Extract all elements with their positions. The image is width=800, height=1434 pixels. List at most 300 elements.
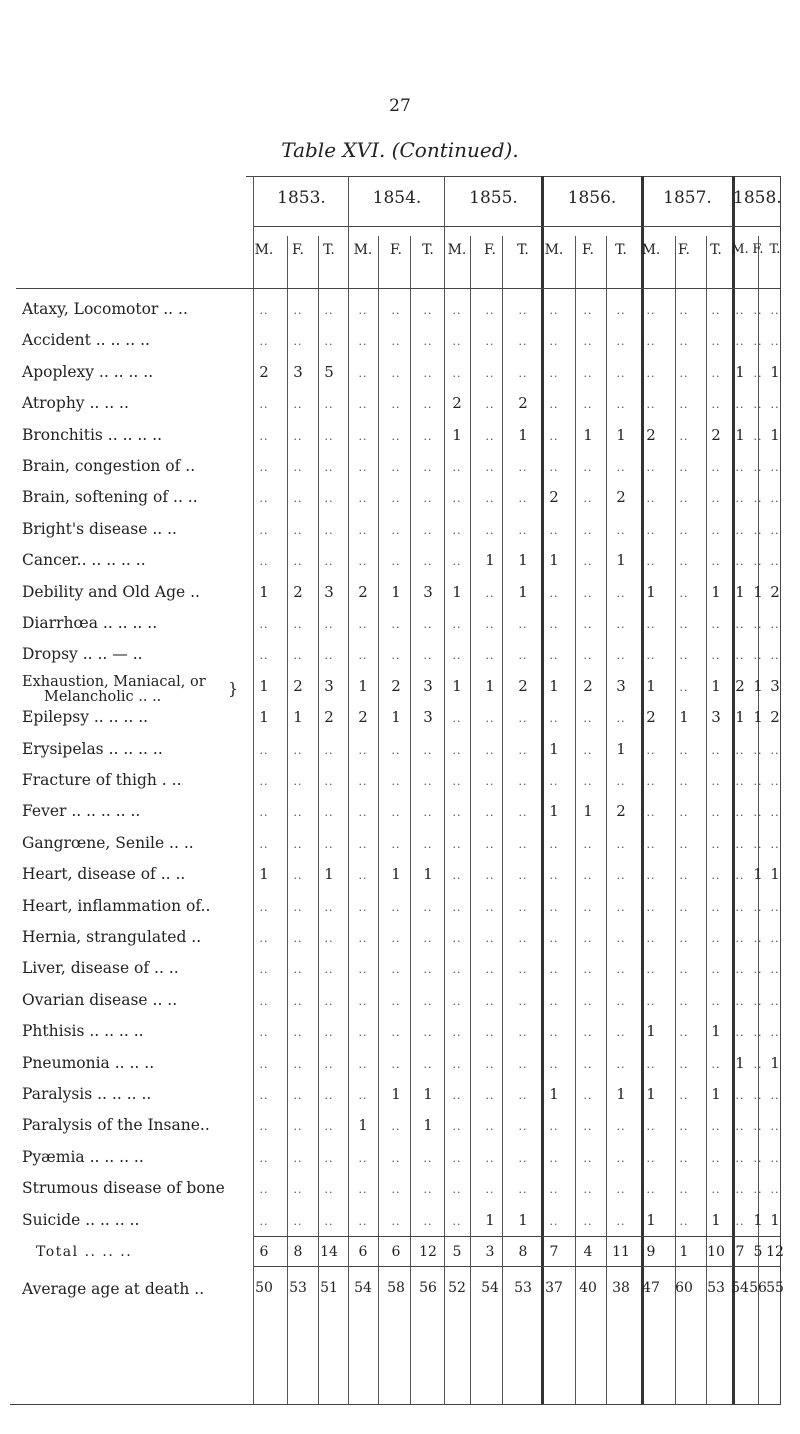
empty-cell: .. (679, 963, 689, 977)
empty-cell: .. (646, 398, 656, 412)
row-label: Atrophy .. .. .. (22, 394, 129, 413)
empty-cell: .. (452, 775, 462, 788)
empty-cell: .. (358, 743, 368, 757)
empty-cell: .. (735, 1214, 745, 1228)
data-cell: 1 (423, 1116, 433, 1135)
average-cell: 56 (419, 1280, 437, 1296)
empty-cell: .. (711, 837, 721, 851)
empty-cell: .. (549, 963, 559, 977)
data-cell: 1 (391, 708, 401, 727)
empty-cell: .. (646, 775, 656, 788)
empty-cell: .. (518, 335, 528, 349)
data-cell: 2 (293, 582, 303, 601)
empty-cell: .. (358, 366, 368, 380)
data-cell: 1 (293, 708, 303, 727)
empty-cell: .. (735, 932, 745, 945)
empty-cell: .. (646, 900, 656, 914)
empty-cell: .. (583, 398, 593, 412)
empty-cell: .. (293, 649, 303, 663)
data-cell: 1 (770, 425, 780, 444)
empty-cell: .. (324, 775, 334, 788)
data-cell: 1 (518, 1210, 528, 1229)
empty-cell: .. (293, 398, 303, 412)
empty-cell: .. (735, 461, 745, 474)
data-cell: 1 (770, 362, 780, 381)
data-cell: 1 (259, 582, 269, 601)
total-label: Total .. .. .. (36, 1244, 133, 1260)
year-header: 1856. (567, 188, 617, 208)
empty-cell: .. (646, 1057, 656, 1071)
row-label: Ataxy, Locomotor .. .. (22, 300, 188, 318)
empty-cell: .. (583, 932, 593, 945)
empty-cell: .. (423, 555, 433, 569)
empty-cell: .. (753, 461, 763, 474)
empty-cell: .. (711, 618, 721, 631)
empty-cell: .. (391, 523, 401, 537)
row-brace: } (228, 678, 239, 698)
empty-cell: .. (358, 837, 368, 851)
data-cell: 1 (358, 1116, 368, 1135)
total-cell: 6 (358, 1244, 368, 1260)
row-label: Paralysis of the Insane.. (22, 1116, 210, 1135)
data-cell: 3 (423, 676, 433, 695)
empty-cell: .. (324, 461, 334, 474)
empty-cell: .. (583, 900, 593, 914)
average-cell: 54 (481, 1280, 499, 1296)
empty-cell: .. (518, 492, 528, 506)
empty-cell: .. (391, 429, 401, 443)
empty-cell: .. (770, 618, 780, 631)
empty-cell: .. (485, 932, 495, 945)
empty-cell: .. (485, 649, 495, 663)
empty-cell: .. (735, 775, 745, 788)
empty-cell: .. (293, 1120, 303, 1134)
subheader-rule (16, 288, 780, 289)
empty-cell: .. (616, 461, 626, 474)
data-cell: 1 (583, 425, 593, 444)
empty-cell: .. (293, 461, 303, 474)
row-label: Ovarian disease .. .. (22, 990, 178, 1009)
data-cell: 1 (518, 582, 528, 601)
empty-cell: .. (324, 492, 334, 506)
data-cell: 2 (616, 802, 626, 821)
data-cell: 1 (485, 1210, 495, 1229)
data-cell: 2 (518, 394, 528, 413)
empty-cell: .. (646, 618, 656, 631)
row-label: Apoplexy .. .. .. .. (22, 362, 154, 381)
empty-cell: .. (423, 837, 433, 851)
empty-cell: .. (324, 1214, 334, 1228)
empty-cell: .. (259, 335, 269, 349)
empty-cell: .. (358, 994, 368, 1008)
empty-cell: .. (259, 1183, 269, 1197)
empty-cell: .. (549, 775, 559, 788)
data-cell: 2 (549, 488, 559, 507)
empty-cell: .. (770, 932, 780, 945)
empty-cell: .. (358, 1183, 368, 1197)
row-label: Diarrhœa .. .. .. .. (22, 614, 158, 632)
empty-cell: .. (452, 1057, 462, 1071)
data-cell: 1 (452, 676, 462, 695)
empty-cell: .. (646, 837, 656, 851)
empty-cell: .. (259, 618, 269, 631)
empty-cell: .. (753, 523, 763, 537)
empty-cell: .. (711, 1057, 721, 1071)
empty-cell: .. (646, 555, 656, 569)
row-label: Brain, congestion of .. (22, 457, 196, 475)
empty-cell: .. (646, 492, 656, 506)
empty-cell: .. (679, 1214, 689, 1228)
empty-cell: .. (358, 649, 368, 663)
empty-cell: .. (735, 304, 745, 317)
data-cell: 5 (324, 362, 334, 381)
empty-cell: .. (423, 743, 433, 757)
empty-cell: .. (324, 523, 334, 537)
empty-cell: .. (583, 1057, 593, 1071)
empty-cell: .. (549, 398, 559, 412)
empty-cell: .. (358, 900, 368, 914)
empty-cell: .. (485, 963, 495, 977)
empty-cell: .. (391, 837, 401, 851)
empty-cell: .. (293, 994, 303, 1008)
empty-cell: .. (583, 618, 593, 631)
total-cell: 12 (419, 1244, 437, 1260)
empty-cell: .. (679, 900, 689, 914)
empty-cell: .. (616, 900, 626, 914)
empty-cell: .. (735, 1183, 745, 1197)
column-header-t: T. (615, 242, 627, 258)
empty-cell: .. (423, 618, 433, 631)
empty-cell: .. (549, 1214, 559, 1228)
empty-cell: .. (518, 775, 528, 788)
empty-cell: .. (753, 555, 763, 569)
empty-cell: .. (753, 618, 763, 631)
empty-cell: .. (549, 869, 559, 883)
empty-cell: .. (549, 1120, 559, 1134)
empty-cell: .. (324, 806, 334, 820)
row-label: Heart, inflammation of.. (22, 896, 211, 915)
empty-cell: .. (735, 900, 745, 914)
empty-cell: .. (485, 1026, 495, 1040)
empty-cell: .. (518, 366, 528, 380)
empty-cell: .. (711, 932, 721, 945)
empty-cell: .. (293, 869, 303, 883)
total-cell: 9 (646, 1244, 656, 1260)
empty-cell: .. (753, 398, 763, 412)
empty-cell: .. (452, 618, 462, 631)
total-cell: 3 (485, 1244, 495, 1260)
empty-cell: .. (770, 837, 780, 851)
empty-cell: .. (452, 523, 462, 537)
empty-cell: .. (753, 335, 763, 349)
data-cell: 1 (711, 1085, 721, 1103)
empty-cell: .. (735, 743, 745, 757)
data-cell: 1 (259, 865, 269, 884)
empty-cell: .. (358, 398, 368, 412)
empty-cell: .. (391, 900, 401, 914)
average-cell: 51 (320, 1280, 338, 1296)
empty-cell: .. (293, 523, 303, 537)
data-cell: 1 (616, 739, 626, 758)
empty-cell: .. (646, 1183, 656, 1197)
empty-cell: .. (616, 963, 626, 977)
table-title: Table XVI. (Continued). (281, 138, 519, 162)
total-cell: 12 (766, 1244, 784, 1260)
empty-cell: .. (452, 1214, 462, 1228)
data-cell: 1 (735, 425, 745, 444)
empty-cell: .. (646, 1151, 656, 1165)
row-label: Gangrœne, Senile .. .. (22, 833, 194, 852)
empty-cell: .. (753, 932, 763, 945)
average-cell: 53 (289, 1280, 307, 1296)
empty-cell: .. (679, 398, 689, 412)
column-separator (410, 236, 411, 1404)
empty-cell: .. (485, 618, 495, 631)
empty-cell: .. (711, 1151, 721, 1165)
empty-cell: .. (583, 649, 593, 663)
empty-cell: .. (711, 1183, 721, 1197)
empty-cell: .. (549, 1183, 559, 1197)
empty-cell: .. (711, 461, 721, 474)
data-cell: 1 (423, 865, 433, 884)
data-cell: 1 (452, 425, 462, 444)
empty-cell: .. (293, 1151, 303, 1165)
empty-cell: .. (485, 335, 495, 349)
empty-cell: .. (423, 429, 433, 443)
empty-cell: .. (679, 743, 689, 757)
data-cell: 1 (616, 1085, 626, 1103)
row-label: Dropsy .. .. — .. (22, 645, 143, 664)
empty-cell: .. (518, 1151, 528, 1165)
empty-cell: .. (679, 429, 689, 443)
empty-cell: .. (293, 1214, 303, 1228)
empty-cell: .. (391, 555, 401, 569)
empty-cell: .. (549, 900, 559, 914)
empty-cell: .. (423, 1214, 433, 1228)
data-cell: 1 (735, 362, 745, 381)
year-header: 1857. (663, 188, 712, 208)
empty-cell: .. (324, 304, 334, 317)
empty-cell: .. (358, 1026, 368, 1040)
empty-cell: .. (452, 869, 462, 883)
data-cell: 3 (324, 582, 334, 601)
empty-cell: .. (583, 335, 593, 349)
data-cell: 1 (770, 1053, 780, 1072)
empty-cell: .. (770, 523, 780, 537)
empty-cell: .. (391, 492, 401, 506)
empty-cell: .. (753, 775, 763, 788)
empty-cell: .. (423, 1183, 433, 1197)
empty-cell: .. (391, 618, 401, 631)
empty-cell: .. (358, 429, 368, 443)
empty-cell: .. (549, 335, 559, 349)
data-cell: 1 (753, 676, 763, 695)
empty-cell: .. (293, 304, 303, 317)
empty-cell: .. (770, 1026, 780, 1040)
empty-cell: .. (485, 523, 495, 537)
empty-cell: .. (452, 1183, 462, 1197)
empty-cell: .. (616, 649, 626, 663)
empty-cell: .. (293, 618, 303, 631)
empty-cell: .. (518, 523, 528, 537)
empty-cell: .. (679, 335, 689, 349)
empty-cell: .. (753, 994, 763, 1008)
empty-cell: .. (583, 586, 593, 600)
empty-cell: .. (324, 429, 334, 443)
empty-cell: .. (583, 994, 593, 1008)
empty-cell: .. (518, 1026, 528, 1040)
empty-cell: .. (485, 900, 495, 914)
empty-cell: .. (711, 335, 721, 349)
data-cell: 2 (646, 425, 656, 444)
empty-cell: .. (518, 994, 528, 1008)
empty-cell: .. (735, 1120, 745, 1134)
total-cell: 8 (293, 1244, 303, 1260)
data-cell: 1 (711, 676, 721, 695)
empty-cell: .. (485, 806, 495, 820)
empty-cell: .. (358, 555, 368, 569)
empty-cell: .. (391, 461, 401, 474)
empty-cell: .. (324, 398, 334, 412)
column-header-m: M. (731, 242, 749, 257)
year-header: 1853. (277, 188, 326, 208)
empty-cell: .. (423, 963, 433, 977)
empty-cell: .. (518, 1183, 528, 1197)
column-separator (758, 236, 759, 1404)
data-cell: 1 (646, 1022, 656, 1041)
empty-cell: .. (259, 1120, 269, 1134)
row-label: Strumous disease of bone (22, 1179, 225, 1198)
empty-cell: .. (324, 1183, 334, 1197)
data-cell: 2 (583, 676, 593, 695)
empty-cell: .. (423, 366, 433, 380)
empty-cell: .. (485, 429, 495, 443)
empty-cell: .. (259, 1057, 269, 1071)
average-cell: 54 (731, 1280, 749, 1296)
empty-cell: .. (646, 304, 656, 317)
empty-cell: .. (452, 366, 462, 380)
total-cell: 7 (735, 1244, 745, 1260)
empty-cell: .. (259, 429, 269, 443)
empty-cell: .. (753, 837, 763, 851)
empty-cell: .. (423, 304, 433, 317)
empty-cell: .. (770, 963, 780, 977)
data-cell: 1 (711, 1022, 721, 1041)
empty-cell: .. (711, 900, 721, 914)
empty-cell: .. (549, 618, 559, 631)
empty-cell: .. (423, 775, 433, 788)
empty-cell: .. (423, 1026, 433, 1040)
average-cell: 47 (642, 1280, 660, 1296)
empty-cell: .. (646, 335, 656, 349)
empty-cell: .. (452, 1089, 462, 1102)
empty-cell: .. (324, 743, 334, 757)
empty-cell: .. (358, 492, 368, 506)
data-cell: 1 (391, 865, 401, 884)
empty-cell: .. (711, 775, 721, 788)
empty-cell: .. (452, 1026, 462, 1040)
empty-cell: .. (485, 492, 495, 506)
empty-cell: .. (259, 806, 269, 820)
empty-cell: .. (646, 869, 656, 883)
empty-cell: .. (324, 618, 334, 631)
empty-cell: .. (616, 304, 626, 317)
empty-cell: .. (293, 932, 303, 945)
empty-cell: .. (679, 523, 689, 537)
empty-cell: .. (423, 492, 433, 506)
empty-cell: .. (293, 1026, 303, 1040)
empty-cell: .. (259, 1214, 269, 1228)
data-cell: 1 (770, 865, 780, 884)
data-cell: 1 (549, 551, 559, 570)
empty-cell: .. (616, 1120, 626, 1134)
empty-cell: .. (646, 1120, 656, 1134)
data-cell: 1 (735, 708, 745, 727)
empty-cell: .. (358, 963, 368, 977)
empty-cell: .. (583, 461, 593, 474)
data-cell: 2 (324, 708, 334, 727)
empty-cell: .. (646, 932, 656, 945)
data-cell: 1 (646, 676, 656, 695)
empty-cell: .. (391, 335, 401, 349)
year-header: 1858. (733, 188, 782, 208)
empty-cell: .. (711, 304, 721, 317)
data-cell: 1 (753, 1210, 763, 1229)
empty-cell: .. (391, 775, 401, 788)
empty-cell: .. (679, 649, 689, 663)
empty-cell: .. (259, 963, 269, 977)
table-top-rule (246, 176, 780, 177)
empty-cell: .. (583, 492, 593, 506)
empty-cell: .. (324, 1057, 334, 1071)
empty-cell: .. (518, 869, 528, 883)
data-cell: 2 (616, 488, 626, 507)
empty-cell: .. (259, 837, 269, 851)
column-separator (378, 236, 379, 1404)
empty-cell: .. (324, 1151, 334, 1165)
empty-cell: .. (293, 555, 303, 569)
empty-cell: .. (324, 963, 334, 977)
empty-cell: .. (711, 869, 721, 883)
empty-cell: .. (324, 335, 334, 349)
empty-cell: .. (735, 555, 745, 569)
empty-cell: .. (770, 1089, 780, 1102)
empty-cell: .. (485, 461, 495, 474)
empty-cell: .. (358, 775, 368, 788)
data-cell: 1 (485, 551, 495, 570)
empty-cell: .. (358, 618, 368, 631)
data-cell: 1 (324, 865, 334, 884)
empty-cell: .. (753, 649, 763, 663)
empty-cell: .. (583, 743, 593, 757)
empty-cell: .. (549, 366, 559, 380)
data-cell: 3 (711, 708, 721, 727)
empty-cell: .. (679, 680, 689, 694)
empty-cell: .. (770, 304, 780, 317)
empty-cell: .. (735, 335, 745, 349)
column-header-f: F. (390, 242, 402, 258)
empty-cell: .. (485, 994, 495, 1008)
column-header-t: T. (710, 242, 722, 258)
empty-cell: .. (753, 1089, 763, 1102)
data-cell: 1 (679, 708, 689, 727)
empty-cell: .. (616, 1214, 626, 1228)
column-header-t: T. (769, 242, 781, 257)
empty-cell: .. (391, 806, 401, 820)
empty-cell: .. (679, 366, 689, 380)
empty-cell: .. (358, 1151, 368, 1165)
empty-cell: .. (452, 743, 462, 757)
